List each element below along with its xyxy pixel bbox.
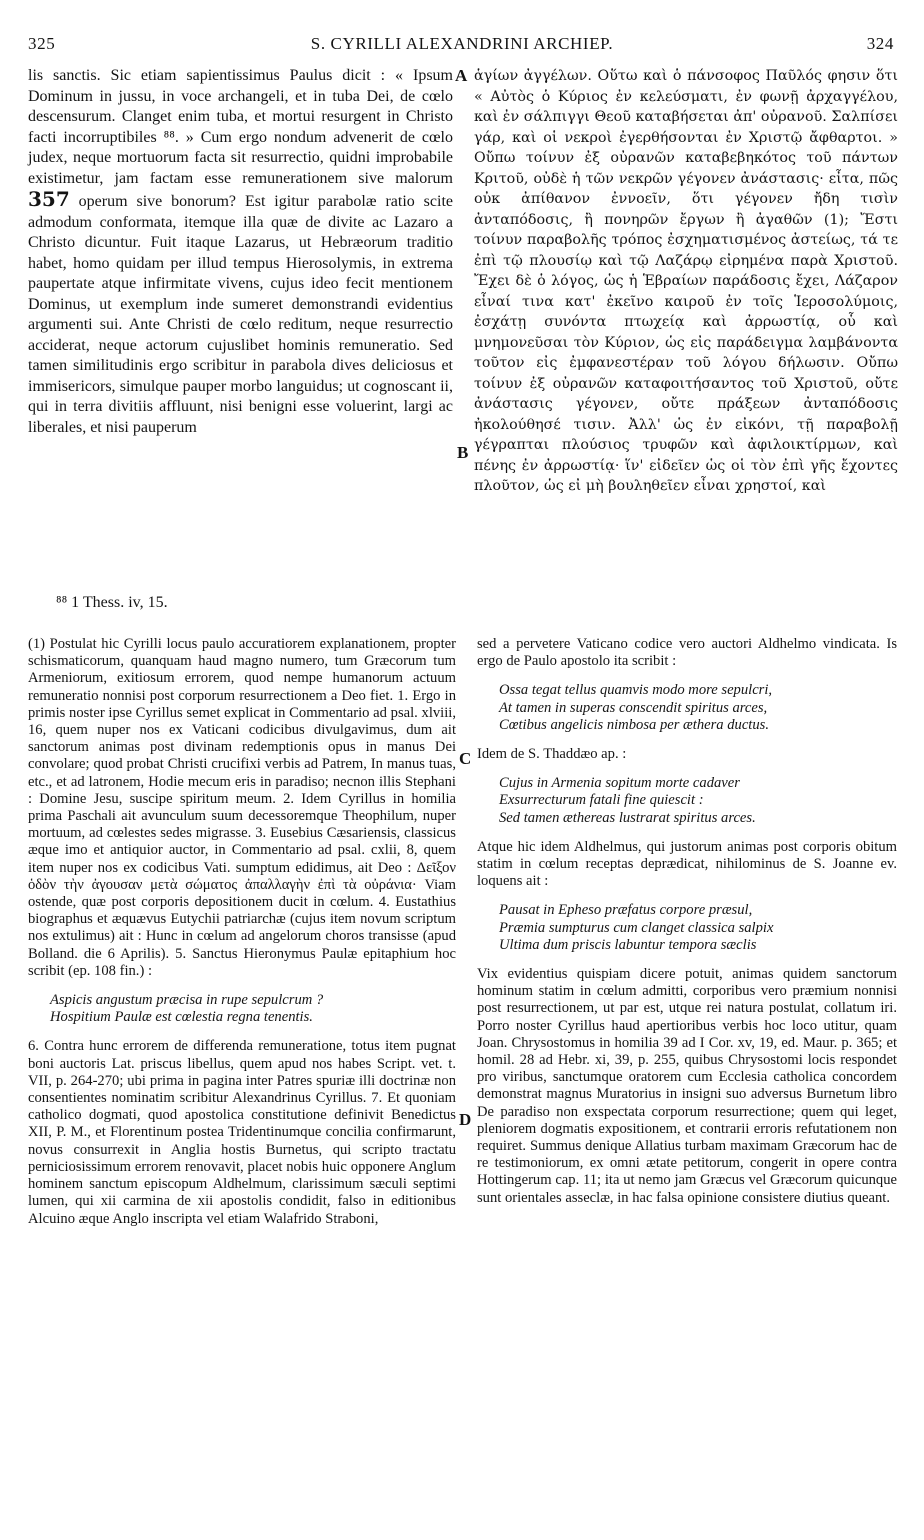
notes-left-column [28, 636, 456, 1228]
note-paragraph: Idem de S. Thaddæo ap. : [477, 746, 627, 763]
verse-line: Ultima dum priscis labuntur tempora sæclis [499, 936, 757, 953]
note-paragraph: Atque hic idem Aldhelmus, qui justorum animas post corporis obitum statim in cœlum receptas deprædicat, nihilominus de S. Joanne ev. loquens ait : [477, 838, 897, 890]
note-paragraph: sed a pervetere Vaticano codice vero auctori Aldhelmo vindicata. Is ergo de Paulo apostolo ita scribit : [477, 636, 897, 670]
latin-text-part-1: lis sanctis. Sic etiam sapientissimus Paulus dicit : « Ipsum Dominum in jussu, in voce archangeli, et in tuba Dei, de cœlo descensurum. Clanget enim tuba, et mortui resurgent in Christo facti incorruptibiles ⁸⁸. » Cum ergo nondum advenerit de cœlo judex, neque mortuorum facta sit resurrectio, quidni improbabile existimetur, jam factam esse remunerationem sive malorum [28, 67, 453, 187]
verse-line: At tamen in superas conscendit spiritus arces, [499, 699, 768, 716]
scripture-footnote: ⁸⁸ 1 Thess. iv, 15. [56, 594, 168, 611]
note-paragraph: Vix evidentius quispiam dicere potuit, animas quidem sanctorum hominum statim in cœlum admitti, corporibus vero præmium nonnisi post resurrectionem, ut par est, utque rei natura postulat, collatum iri. Porro noster Cyrillus haud apertioribus verbis hoc loco utitur, quam Joan. Chrysostomus in homilia 39 ad I Cor. xv, 19, ed. Maur. p. 365; et homil. 28 ad Hebr. xi, 39, p. 255, quibus Chrysostomi locis respondet pro viribus, sanctumque oratorem cum Ecclesia catholica concordem demonstrat magnus Muratorius in insigni suo adversus Burnetum libro De paradiso non exspectata corporum resurrectione; quem qui leget, pleniorem dogmatis expositionem, et contrarii erroris refutationem non requiret. Summus denique Allatius turbam maximam Græcorum hac de re testimoniorum, ex omni ætate petitorum, congerit in opere contra Hottingerum cap. 11; ita ut nemo jam Græcus vel Græcorum quicunque sunt orientales asseclæ, in hac falsa opinione consistere diutius queant. [477, 966, 897, 1206]
margin-letter-c: C [459, 749, 472, 768]
margin-letter-b: B [457, 443, 469, 462]
verse-block [499, 902, 897, 954]
verse-line: Cujus in Armenia sopitum morte cadaver [499, 775, 740, 792]
verse-block [499, 775, 897, 827]
running-title: S. CYRILLI ALEXANDRINI ARCHIEP. [310, 34, 614, 53]
note-paragraph: (1) Postulat hic Cyrilli locus paulo accuratiorem explanationem, propter schismaticorum, quanquam haud magno numero, tum Græcorum tum Armeniorum, exitiosum errorem, quod nempe humanorum actuum remuneratio nonnisi post corporum resurrectionem a Deo fiet. 1. Ergo in primis noster ipse Cyrillus semet explicat in Commentario ad psal. xlviii, 16, quem nuper nos ex Vaticani codicibus divulgavimus, dum ait sanctorum animas post divinam redemptionis opus in manus Dei convolare; quod probat Christi crucifixi verbis ad Patrem, In manus tuas, etc., et ad latronem, Hodie mecum eris in paradiso; necnon illis Stephani : Domine Jesu, suscipe spiritum meum. 2. Idem Cyrillus in homilia prima Paschali ait avunculum suum decessoremque Theophilum, nuper mortuum, ad cœlestes sedes migrasse. 3. Eusebius Cæsariensis, classicus æque imo et antiquior auctor, in Commentario ad psal. cxlii, 8, quem item nuper nos ex codicibus Vati. sumptum edidimus, ait Deo : Δεῖξον ὁδὸν τὴν ἀγουσαν μετὰ σώματος ἀπαλλαγὴν ἐπὶ τὰ οὐράνια· Viam ostende, quæ post corporis depositionem ducit in cœlum. 4. Eustathius biographus et æquævus Eutychii patriarchæ (cujus item novum scriptum nos extulimus) ait : Hunc in cœlum ad angelorum choros transisse (apud Bolland. die 6 Aprilis). 5. Sanctus Hieronymus Paulæ epitaphium hoc scribit (ep. 108 fin.) : [28, 636, 456, 979]
notes-right-column [477, 636, 897, 1207]
verse-line: Cœtibus angelicis nimbosa per æthera ductus. [499, 716, 769, 733]
page-number-right: 324 [866, 34, 894, 53]
verse-line: Aspicis angustum præcisa in rupe sepulcrum ? [50, 992, 324, 1009]
verse-block [499, 682, 897, 734]
verse-line: Exsurrecturum fatali fine quiescit : [499, 792, 704, 809]
verse-line: Pausat in Epheso præfatus corpore præsul, [499, 902, 753, 919]
verse-line: Ossa tegat tellus quamvis modo more sepulcri, [499, 682, 773, 699]
column-number: 357 [28, 187, 70, 211]
greek-text-column: ἁγίων ἀγγέλων. Οὕτω καὶ ὁ πάνσοφος Παῦλός φησιν ὅτι « Αὐτὸς ὁ Κύριος ἐν κελεύσματι, ἐν φωνῇ ἀρχαγγέλου, καὶ ἐν σάλπιγγι Θεοῦ καταβήσεται ἀπ' οὐρανοῦ. Σαλπίσει γάρ, καὶ οἱ νεκροὶ ἐγερθήσονται ἐν Χριστῷ ἄφθαρτοι. » Οὔπω τοίνυν ἐξ οὐρανῶν καταβεβηκότος τοῦ πάντων Κριτοῦ, οὐδὲ ἡ τῶν νεκρῶν γέγονεν ἀνάστασις· εἶτα, πῶς οὐκ ἀπίθανον ἐννοεῖν, ὅτι γέγονεν ἤδη τισὶν ἀνταπόδοσις, ἢ πονηρῶν ἔργων ἢ ἀγαθῶν (1); Ἔστι τοίνυν παραβολῆς τρόπος ἐσχηματισμένος ἀστείως, τά τε ἐπὶ τῷ πλουσίῳ καὶ τῷ Λαζάρῳ εἰρημένα παρὰ Χριστοῦ. Ἔχει δὲ ὁ λόγος, ὡς ἡ Ἑβραίων παράδοσις ἔχει, Λάζαρον εἶναί τινα κατ' ἐκεῖνο καιροῦ ἐν τοῖς Ἱεροσολύμοις, ἐσχάτῃ συνόντα πτωχείᾳ καὶ ἀρρωστίᾳ, οὗ καὶ μνημονεῦσαι τὸν Κύριον, ὡς εἰς παράδειγμα λαμβάνοντα τοῦτον εἰς ἐμφανεστέραν τοῦ λόγου δήλωσιν. Οὔπω τοίνυν ἐξ οὐρανῶν καταφοιτήσαντος τοῦ Χριστοῦ, οὔτε ἀνάστασις γέγονεν, οὔτε πράξεων ἀνταπόδοσις ἠκολούθησέ τισιν. Ἀλλ' ὡς ἐν εἰκόνι, τῇ παραβολῇ γέγραπται πλούσιος τρυφῶν καὶ ἀφιλοικτίρμων, καὶ πένης ἐν ἀρρωστίᾳ· ἵν' εἰδεῖεν ὡς οἱ τὸν ἐπὶ γῆς ἔχοντες πλοῦτον, ὡς εἰ μὴ βουληθεῖεν εἶναι χρηστοί, καὶ [474, 68, 898, 494]
verse-block [50, 992, 456, 1026]
verse-line: Præmia sumpturus cum clanget classica salpix [499, 919, 774, 936]
latin-text-column [28, 66, 453, 438]
margin-letter-d: D [459, 1110, 472, 1129]
margin-letter-a: A [455, 66, 468, 85]
latin-text-part-2: operum sive bonorum? Est igitur parabolæ ratio scite admodum conformata, itemque illa quæ de divite ac Lazaro a Christo dicuntur. Fuit itaque Lazarus, ut Hebræorum traditio habet, homo quidam per illud tempus Hierosolymis, in extrema paupertate atque infirmitate vivens, cujus ideo fecit mentionem Dominus, ut exemplum inde sumeret demonstrandi evidentius argumenti sui. Ante Christi de cœlo reditum, neque resurrectio acciderat, neque actorum cujuslibet hominis remuneratio. Sed tamen similitudinis ergo scribitur in parabola dives deliciosus et immisericors, simulque pauper morbo languidus; ut cognoscant ii, qui in terra divitiis affluunt, nisi benigni esse voluerint, largi ac liberales, et nisi pauperum [28, 193, 454, 436]
note-paragraph: 6. Contra hunc errorem de differenda remuneratione, totus item pugnat boni auctoris Lat. priscus libellus, quem apud nos habes Script. vet. t. VII, p. 264-270; ubi prima in pagina inter Patres spuriæ illi doctrinæ non consentientes nominatim scribitur Alexandrinus Cyrillus. 7. Et quoniam catholico dogmati, quod apostolica constitutione definivit Benedictus XII, P. M., et Florentinum postea Tridentinumque concilia confirmarunt, novus consurrexit in Anglia hostis Burnetus, qui scripto tractatu perniciosissimum errorem renovavit, placet nobis huic opponere Anglum hominem sanctum episcopum Aldhelmum, clarissimum sæculi septimi lumen, qui xii carmina de xii apostolis condidit, falso in editionibus Alcuino æque Anglo inscripta vel etiam Walafrido Straboni, [28, 1038, 456, 1227]
verse-line: Sed tamen æthereas lustrarat spiritus arces. [499, 809, 756, 826]
verse-line: Hospitium Paulæ est cœlestia regna tenentis. [50, 1009, 313, 1026]
page-number-left: 325 [28, 34, 56, 53]
